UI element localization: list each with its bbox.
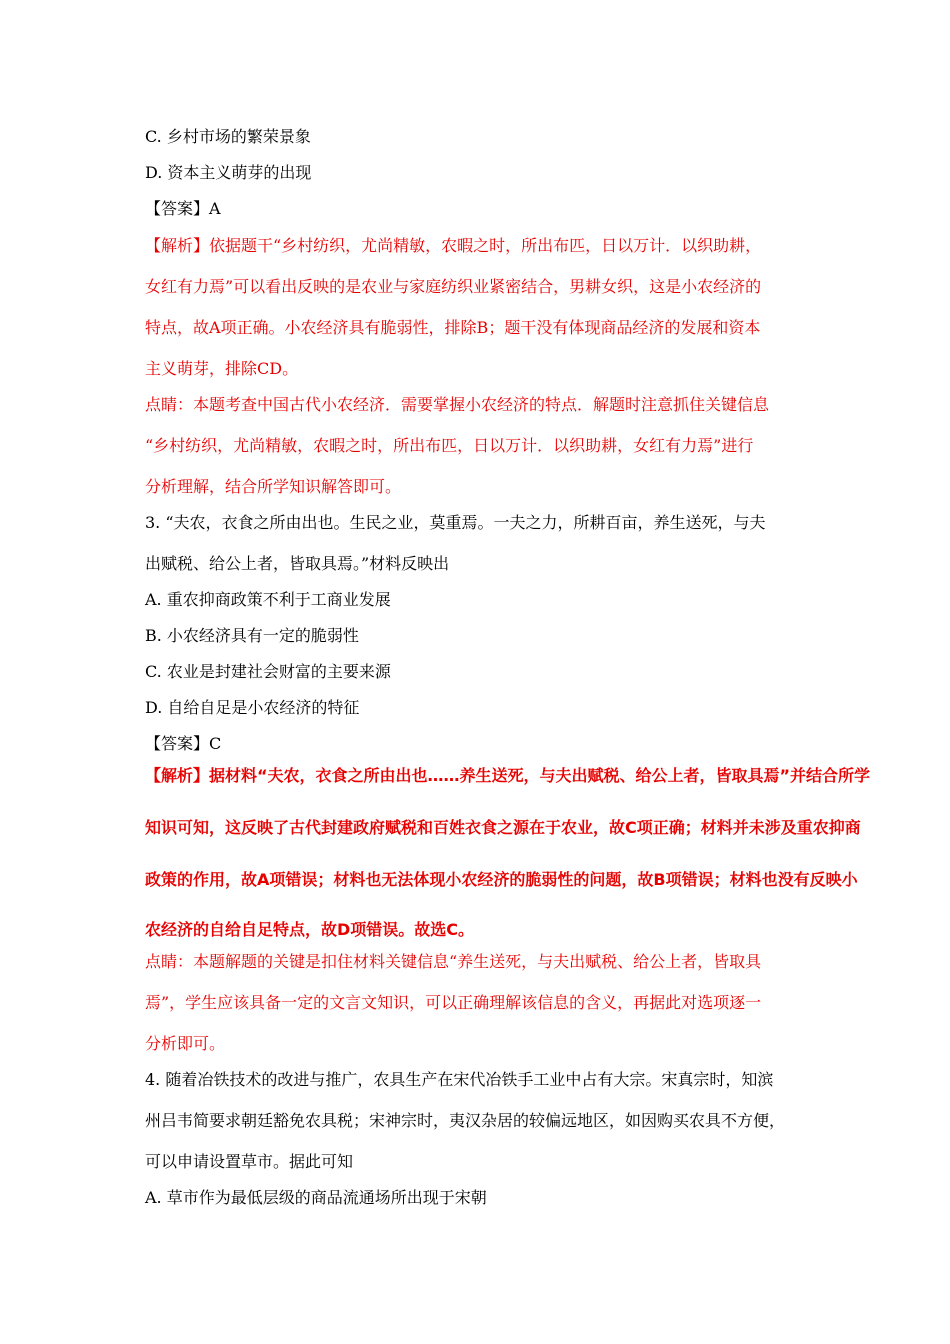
option-d-q3: D. 自给自足是小农经济的特征 — [145, 698, 360, 717]
option-b-q3: B. 小农经济具有一定的脆弱性 — [145, 626, 359, 645]
question-3-line1: 3. “夫农，衣食之所由出也。生民之业，莫重焉。一夫之力，所耕百亩，养生送死，与夫 — [145, 513, 766, 532]
question-4-line1: 4. 随着冶铁技术的改进与推广，农具生产在宋代冶铁手工业中占有大宗。宋真宗时，知滨 — [145, 1070, 774, 1089]
analysis-q2-line4: 主义萌芽，排除CD。 — [145, 359, 299, 378]
analysis-q3-line2: 知识可知，这反映了古代封建政府赋税和百姓衣食之源在于农业，故C项正确；材料并未涉及重农抑商 — [145, 818, 861, 837]
tip-q3-line3: 分析即可。 — [145, 1034, 226, 1053]
answer-q3: 【答案】C — [145, 734, 222, 753]
question-4-line3: 可以申请设置草市。据此可知 — [145, 1152, 354, 1171]
option-c-q2: C. 乡村市场的繁荣景象 — [145, 127, 311, 146]
tip-q3-line2: 焉”，学生应该具备一定的文言文知识，可以正确理解该信息的含义，再据此对选项逐一 — [145, 993, 762, 1012]
tip-q2-line2: “乡村纺织，尤尚精敏，农暇之时，所出布匹，日以万计．以织助耕，女红有力焉”进行 — [145, 436, 754, 455]
option-a-q4: A. 草市作为最低层级的商品流通场所出现于宋朝 — [145, 1188, 487, 1207]
option-c-q3: C. 农业是封建社会财富的主要来源 — [145, 662, 391, 681]
tip-q2-line1: 点睛：本题考查中国古代小农经济．需要掌握小农经济的特点．解题时注意抓住关键信息 — [145, 395, 770, 414]
analysis-q2-line3: 特点，故A项正确。小农经济具有脆弱性，排除B；题干没有体现商品经济的发展和资本 — [145, 318, 761, 337]
question-4-line2: 州吕韦简要求朝廷豁免农具税；宋神宗时，夷汉杂居的较偏远地区，如因购买农具不方便， — [145, 1111, 786, 1130]
question-3-line2: 出赋税、给公上者，皆取具焉。”材料反映出 — [145, 554, 450, 573]
answer-q2: 【答案】A — [145, 199, 221, 218]
option-a-q3: A. 重农抑商政策不利于工商业发展 — [145, 590, 391, 609]
tip-q2-line3: 分析理解，结合所学知识解答即可。 — [145, 477, 402, 496]
analysis-q3-line4: 农经济的自给自足特点，故D项错误。故选C。 — [145, 920, 475, 939]
analysis-q2-line1: 【解析】依据题干“乡村纺织，尤尚精敏，农暇之时，所出布匹，日以万计．以织助耕， — [145, 236, 762, 255]
analysis-q2-line2: 女红有力焉”可以看出反映的是农业与家庭纺织业紧密结合，男耕女织，这是小农经济的 — [145, 277, 762, 296]
analysis-q3-line3: 政策的作用，故A项错误；材料也无法体现小农经济的脆弱性的问题，故B项错误；材料也没有反映小 — [145, 870, 858, 889]
option-d-q2: D. 资本主义萌芽的出现 — [145, 163, 312, 182]
tip-q3-line1: 点睛：本题解题的关键是扣住材料关键信息“养生送死，与夫出赋税、给公上者，皆取具 — [145, 952, 762, 971]
analysis-q3-line1: 【解析】据材料“夫农，衣食之所由出也……养生送死，与夫出赋税、给公上者，皆取具焉”并结合所学 — [145, 766, 871, 785]
